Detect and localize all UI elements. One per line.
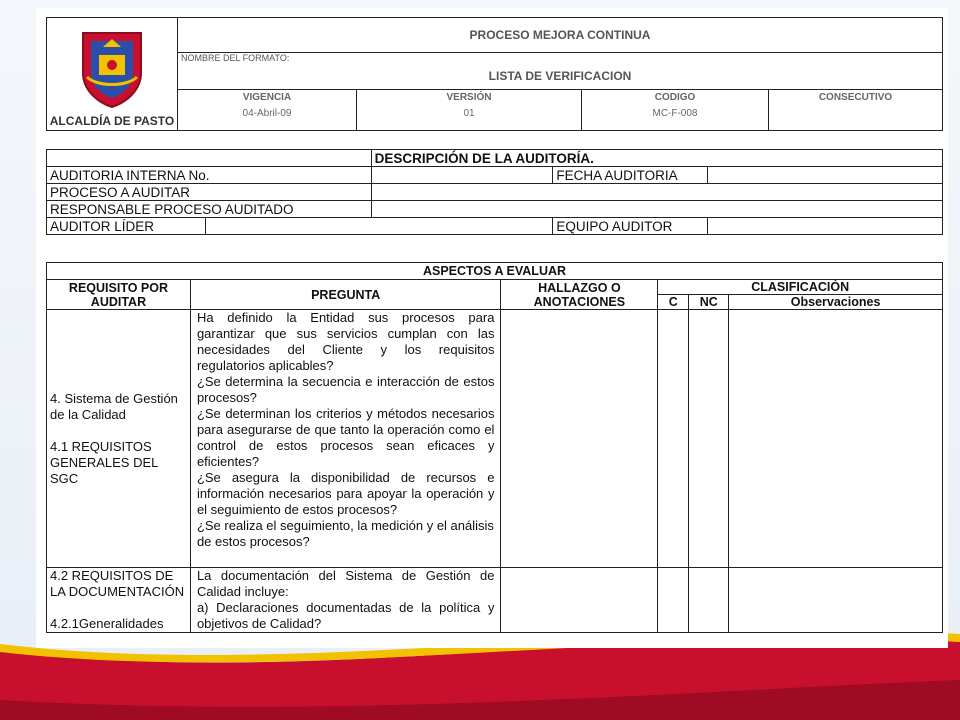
org-name: ALCALDÍA DE PASTO (49, 114, 175, 128)
question-text: ¿Se determinan los criterios y métodos necesarios para asegurarse de que tanto la operación como el control de estos procesos sean eficaces y eficientes? (196, 406, 495, 469)
observations-cell[interactable] (729, 568, 943, 633)
document-header (46, 17, 943, 131)
c-cell[interactable] (658, 310, 689, 568)
audit-team-field[interactable] (708, 218, 943, 235)
col-finding: HALLAZGO O ANOTACIONES (501, 280, 658, 310)
requirement-text: 4. Sistema de Gestión de la Calidad (50, 390, 178, 422)
consecutive-cell (769, 90, 943, 131)
consecutive-label: CONSECUTIVO (818, 92, 893, 103)
requirement-text: 4.2 REQUISITOS DE LA DOCUMENTACIÓN (50, 568, 185, 599)
question-cell (190, 310, 501, 568)
question-text: ¿Se asegura la disponibilidad de recursos e información necesarios para apoyar la operación y el seguimiento de estos procesos? (196, 470, 495, 517)
nc-cell[interactable] (689, 568, 729, 633)
audit-description-table (46, 149, 943, 235)
question-cell (190, 568, 501, 633)
question-text: a) Declaraciones documentadas de la política y objetivos de Calidad? (196, 600, 495, 631)
version-cell (357, 90, 582, 131)
process-title: PROCESO MEJORA CONTINUA (178, 18, 943, 53)
section-title: ASPECTOS A EVALUAR (47, 263, 943, 280)
desc-title-spacer (47, 150, 372, 167)
vigencia-cell (178, 90, 357, 131)
audit-date-label: FECHA AUDITORIA (553, 167, 708, 184)
requirement-cell (47, 568, 191, 633)
code-label: CODIGO (654, 92, 696, 103)
version-value: 01 (463, 108, 475, 119)
vigencia-value: 04-Abril-09 (242, 108, 292, 119)
audit-date-field[interactable] (708, 167, 943, 184)
finding-cell[interactable] (501, 310, 658, 568)
col-observations: Observaciones (729, 295, 943, 310)
lead-auditor-field[interactable] (205, 218, 553, 235)
question-text: La documentación del Sistema de Gestión de Calidad incluye: (196, 568, 495, 599)
col-requirement: REQUISITO POR AUDITAR (47, 280, 191, 310)
evaluation-table (46, 262, 943, 633)
document-page (36, 8, 948, 648)
coat-of-arms-icon (77, 29, 147, 109)
requirement-subtext: 4.1 REQUISITOS GENERALES DEL SGC (50, 438, 158, 486)
question-text: ¿Se realiza el seguimiento, la medición y el análisis de estos procesos? (196, 518, 494, 549)
table-row (47, 568, 943, 633)
table-row (47, 310, 943, 568)
description-title: DESCRIPCIÓN DE LA AUDITORÍA. (371, 150, 942, 167)
vigencia-label: VIGENCIA (242, 92, 292, 103)
format-name: LISTA DE VERIFICACION (488, 69, 632, 83)
responsible-field[interactable] (371, 201, 942, 218)
logo-cell (47, 18, 178, 131)
nc-cell[interactable] (689, 310, 729, 568)
requirement-subtext: 4.2.1Generalidades (50, 616, 164, 631)
col-nc: NC (689, 295, 729, 310)
process-label: PROCESO A AUDITAR (47, 184, 372, 201)
internal-audit-label: AUDITORIA INTERNA No. (47, 167, 372, 184)
code-cell (582, 90, 769, 131)
requirement-cell (47, 310, 191, 568)
col-classification: CLASIFICACIÓN (658, 280, 943, 295)
finding-cell[interactable] (501, 568, 658, 633)
question-text: ¿Se determina la secuencia e interacción de estos procesos? (196, 374, 495, 405)
format-name-cell (178, 53, 943, 90)
process-field[interactable] (371, 184, 942, 201)
lead-auditor-label: AUDITOR LÍDER (47, 218, 206, 235)
code-value: MC-F-008 (652, 108, 698, 119)
version-label: VERSIÓN (446, 92, 492, 103)
audit-team-label: EQUIPO AUDITOR (553, 218, 708, 235)
format-label: NOMBRE DEL FORMATO: (181, 53, 290, 63)
observations-cell[interactable] (729, 310, 943, 568)
c-cell[interactable] (658, 568, 689, 633)
col-c: C (658, 295, 689, 310)
col-question: PREGUNTA (190, 280, 501, 310)
internal-audit-field[interactable] (371, 167, 553, 184)
question-text: Ha definido la Entidad sus procesos para garantizar que sus servicios cumplan con las necesidades del Cliente y los requisitos regulatorios aplicables? (196, 310, 495, 373)
responsible-label: RESPONSABLE PROCESO AUDITADO (47, 201, 372, 218)
